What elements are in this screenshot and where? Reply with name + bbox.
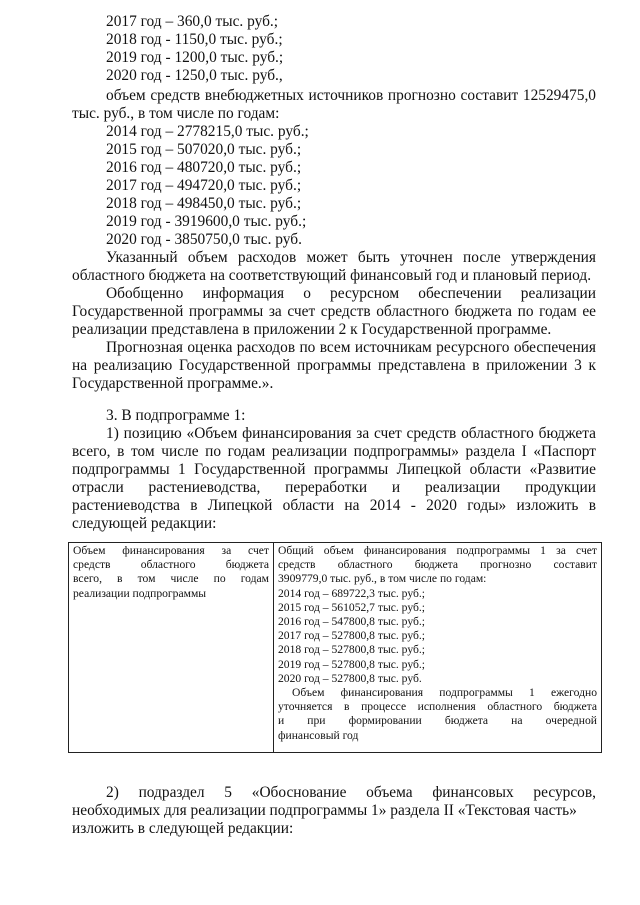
paragraph-line: следующей редакции: [72,515,217,532]
paragraph-line: растениеводства в Липецкой области на 2014 - 2020 годы» изложить в [72,497,596,514]
cell-line: реализации подпрограммы [73,586,207,600]
paragraph-line: Государственной программы за счет средств областного бюджета по годам ее [72,303,596,320]
year-line: 2020 год - 1250,0 тыс. руб., [106,67,283,84]
subsection-2 [72,784,596,838]
cell-line: Объем финансирования за счет [73,544,269,557]
cell-line: средств областного бюджета [73,558,269,572]
table-row [69,543,602,753]
cell-line: финансовый год [278,728,359,742]
year-line: 2019 год - 1200,0 тыс. руб.; [106,49,284,66]
section-heading: 3. В подпрограмме 1: [106,407,246,424]
forecast-paragraph [72,339,596,393]
year-line: 2016 год – 547800,8 тыс. руб.; [278,615,425,629]
year-line: 2018 год - 1150,0 тыс. руб.; [106,31,283,48]
paragraph-line: реализации представлена в приложении 2 к Государственной программе. [72,321,552,338]
cell-line: Объем финансирования подпрограммы 1 ежегодно [292,686,597,700]
cell-line: уточняется в процессе исполнения областного бюджета [278,700,597,714]
refine-paragraph [72,249,596,285]
paragraph-line: Обобщенно информация о ресурсном обеспечении реализации [106,285,596,302]
generalized-paragraph [72,285,596,339]
paragraph-line: 1) позицию «Объем финансирования за счет средств областного бюджета [106,425,596,442]
paragraph-line: областного бюджета на соответствующий финансовый год и плановый период. [72,267,592,284]
year-line: 2020 год – 527800,8 тыс. руб. [278,671,422,685]
paragraph-line: Прогнозная оценка расходов по всем источникам ресурсного обеспечения [106,339,596,356]
year-line: 2019 год - 3919600,0 тыс. руб.; [106,213,307,230]
cell-line: Общий объем финансирования подпрограммы 1 за счет [278,544,597,557]
paragraph-line: отрасли растениеводства, переработки и реализации продукции [72,479,596,496]
paragraph-line: всего, в том числе по годам реализации подпрограммы» раздела I «Паспорт [72,443,596,460]
table-cell-label [69,543,274,753]
year-line: 2017 год – 527800,8 тыс. руб.; [278,629,425,643]
year-line: 2019 год – 527800,8 тыс. руб.; [278,657,425,671]
paragraph-line: на реализацию Государственной программы представлена в приложении 3 к [72,357,596,374]
extrabudget-line: тыс. руб., в том числе по годам: [72,105,280,122]
year-line: 2016 год – 480720,0 тыс. руб.; [106,159,302,176]
paragraph-line: 2) подраздел 5 «Обоснование объема финансовых ресурсов, [106,784,596,801]
extrabudget-paragraph [72,87,596,249]
year-line: 2020 год - 3850750,0 тыс. руб. [106,231,302,248]
paragraph-line: необходимых для реализации подпрограммы 1» раздела II «Текстовая часть» [72,802,577,819]
cell-line: и при формировании бюджета на очередной [278,714,597,728]
paragraph-line: Указанный объем расходов может быть уточнен после утверждения [106,249,596,266]
financing-table [68,542,602,753]
year-line: 2014 год – 2778215,0 тыс. руб.; [106,123,309,140]
year-line: 2014 год – 689722,3 тыс. руб.; [278,586,425,600]
cell-line: всего, в том числе по годам [73,572,269,586]
year-line: 2017 год – 494720,0 тыс. руб.; [106,177,302,194]
year-line: 2015 год – 507020,0 тыс. руб.; [106,141,302,158]
year-line: 2018 год – 527800,8 тыс. руб.; [278,643,425,657]
cell-line: 3909779,0 тыс. руб., в том числе по годам: [278,572,487,586]
year-line: 2017 год – 360,0 тыс. руб.; [106,13,279,30]
extrabudget-line: объем средств внебюджетных источников прогнозно составит 12529475,0 [106,87,596,104]
cell-line: средств областного бюджета прогнозно составит [278,558,597,572]
section-3 [72,407,596,533]
budget-years-list [72,13,596,85]
year-line: 2018 год – 498450,0 тыс. руб.; [106,195,302,212]
paragraph-line: подпрограммы 1 Государственной программы Липецкой области «Развитие [72,461,596,478]
paragraph-line: Государственной программе.». [72,375,274,392]
paragraph-line: изложить в следующей редакции: [72,820,294,837]
table-cell-value [274,543,602,753]
year-line: 2015 год – 561052,7 тыс. руб.; [278,600,425,614]
